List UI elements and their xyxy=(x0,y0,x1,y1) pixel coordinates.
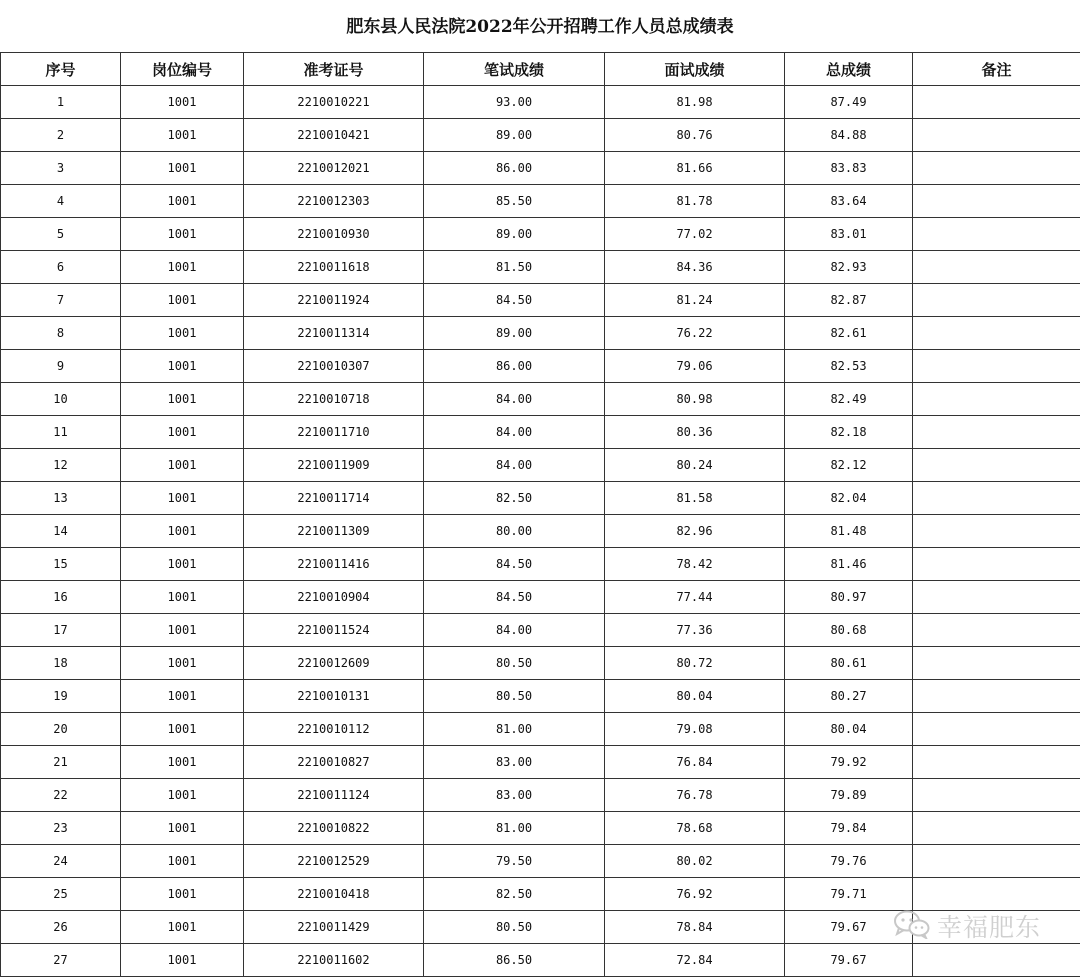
cell-exam-number: 2210010904 xyxy=(244,581,424,614)
cell-post-code: 1001 xyxy=(121,515,244,548)
cell-post-code: 1001 xyxy=(121,548,244,581)
column-header-post-code: 岗位编号 xyxy=(121,53,244,86)
cell-interview-score: 77.36 xyxy=(605,614,785,647)
cell-written-score: 84.50 xyxy=(424,548,605,581)
cell-remarks xyxy=(913,251,1080,284)
cell-written-score: 86.00 xyxy=(424,152,605,185)
cell-total-score: 82.53 xyxy=(785,350,913,383)
cell-post-code: 1001 xyxy=(121,713,244,746)
cell-exam-number: 2210011602 xyxy=(244,944,424,977)
cell-written-score: 84.00 xyxy=(424,449,605,482)
cell-interview-score: 81.24 xyxy=(605,284,785,317)
cell-total-score: 80.27 xyxy=(785,680,913,713)
table-row xyxy=(1,878,1080,911)
cell-exam-number: 2210010718 xyxy=(244,383,424,416)
table-row xyxy=(1,713,1080,746)
cell-written-score: 81.00 xyxy=(424,812,605,845)
cell-remarks xyxy=(913,614,1080,647)
cell-interview-score: 81.98 xyxy=(605,86,785,119)
cell-written-score: 82.50 xyxy=(424,878,605,911)
cell-interview-score: 80.04 xyxy=(605,680,785,713)
cell-remarks xyxy=(913,152,1080,185)
cell-post-code: 1001 xyxy=(121,581,244,614)
cell-remarks xyxy=(913,119,1080,152)
cell-remarks xyxy=(913,680,1080,713)
cell-post-code: 1001 xyxy=(121,482,244,515)
cell-seq: 5 xyxy=(1,218,121,251)
cell-exam-number: 2210011710 xyxy=(244,416,424,449)
cell-remarks xyxy=(913,878,1080,911)
cell-seq: 10 xyxy=(1,383,121,416)
cell-total-score: 82.49 xyxy=(785,383,913,416)
cell-remarks xyxy=(913,515,1080,548)
table-row xyxy=(1,614,1080,647)
cell-seq: 17 xyxy=(1,614,121,647)
cell-seq: 21 xyxy=(1,746,121,779)
cell-exam-number: 2210011714 xyxy=(244,482,424,515)
cell-exam-number: 2210011309 xyxy=(244,515,424,548)
cell-remarks xyxy=(913,416,1080,449)
table-row xyxy=(1,317,1080,350)
cell-written-score: 81.50 xyxy=(424,251,605,284)
cell-post-code: 1001 xyxy=(121,119,244,152)
cell-remarks xyxy=(913,812,1080,845)
cell-post-code: 1001 xyxy=(121,218,244,251)
cell-post-code: 1001 xyxy=(121,317,244,350)
cell-interview-score: 76.84 xyxy=(605,746,785,779)
cell-exam-number: 2210010307 xyxy=(244,350,424,383)
table-row xyxy=(1,218,1080,251)
cell-post-code: 1001 xyxy=(121,812,244,845)
cell-interview-score: 80.76 xyxy=(605,119,785,152)
table-row xyxy=(1,350,1080,383)
cell-total-score: 79.71 xyxy=(785,878,913,911)
cell-interview-score: 76.22 xyxy=(605,317,785,350)
cell-interview-score: 80.36 xyxy=(605,416,785,449)
cell-exam-number: 2210012529 xyxy=(244,845,424,878)
cell-total-score: 81.48 xyxy=(785,515,913,548)
table-row xyxy=(1,911,1080,944)
table-row xyxy=(1,152,1080,185)
cell-written-score: 89.00 xyxy=(424,317,605,350)
cell-remarks xyxy=(913,185,1080,218)
cell-written-score: 80.50 xyxy=(424,647,605,680)
column-header-total-score: 总成绩 xyxy=(785,53,913,86)
cell-interview-score: 80.02 xyxy=(605,845,785,878)
cell-seq: 6 xyxy=(1,251,121,284)
cell-exam-number: 2210010930 xyxy=(244,218,424,251)
cell-exam-number: 2210010822 xyxy=(244,812,424,845)
cell-written-score: 80.00 xyxy=(424,515,605,548)
cell-total-score: 79.67 xyxy=(785,911,913,944)
cell-seq: 25 xyxy=(1,878,121,911)
cell-total-score: 87.49 xyxy=(785,86,913,119)
cell-seq: 26 xyxy=(1,911,121,944)
cell-interview-score: 81.78 xyxy=(605,185,785,218)
cell-post-code: 1001 xyxy=(121,944,244,977)
cell-seq: 19 xyxy=(1,680,121,713)
cell-post-code: 1001 xyxy=(121,383,244,416)
cell-interview-score: 76.92 xyxy=(605,878,785,911)
cell-total-score: 83.01 xyxy=(785,218,913,251)
cell-remarks xyxy=(913,284,1080,317)
cell-written-score: 89.00 xyxy=(424,218,605,251)
cell-exam-number: 2210011416 xyxy=(244,548,424,581)
cell-exam-number: 2210011618 xyxy=(244,251,424,284)
cell-seq: 8 xyxy=(1,317,121,350)
cell-interview-score: 72.84 xyxy=(605,944,785,977)
cell-interview-score: 81.66 xyxy=(605,152,785,185)
column-header-interview-score: 面试成绩 xyxy=(605,53,785,86)
cell-written-score: 83.00 xyxy=(424,779,605,812)
cell-total-score: 81.46 xyxy=(785,548,913,581)
column-header-written-score: 笔试成绩 xyxy=(424,53,605,86)
cell-exam-number: 2210010131 xyxy=(244,680,424,713)
cell-interview-score: 81.58 xyxy=(605,482,785,515)
cell-seq: 27 xyxy=(1,944,121,977)
cell-exam-number: 2210012609 xyxy=(244,647,424,680)
cell-remarks xyxy=(913,218,1080,251)
cell-post-code: 1001 xyxy=(121,251,244,284)
watermark-text: 幸福肥东 xyxy=(937,913,1042,942)
cell-written-score: 80.50 xyxy=(424,680,605,713)
cell-seq: 1 xyxy=(1,86,121,119)
cell-interview-score: 79.08 xyxy=(605,713,785,746)
cell-exam-number: 2210010827 xyxy=(244,746,424,779)
cell-remarks xyxy=(913,86,1080,119)
cell-remarks xyxy=(913,449,1080,482)
cell-post-code: 1001 xyxy=(121,152,244,185)
cell-total-score: 80.68 xyxy=(785,614,913,647)
cell-seq: 9 xyxy=(1,350,121,383)
table-row xyxy=(1,680,1080,713)
table-row xyxy=(1,779,1080,812)
cell-post-code: 1001 xyxy=(121,86,244,119)
column-header-exam-number: 准考证号 xyxy=(244,53,424,86)
cell-seq: 23 xyxy=(1,812,121,845)
cell-exam-number: 2210010418 xyxy=(244,878,424,911)
cell-total-score: 82.93 xyxy=(785,251,913,284)
cell-written-score: 86.00 xyxy=(424,350,605,383)
cell-seq: 3 xyxy=(1,152,121,185)
cell-remarks xyxy=(913,581,1080,614)
table-row xyxy=(1,812,1080,845)
cell-total-score: 79.67 xyxy=(785,944,913,977)
cell-total-score: 83.83 xyxy=(785,152,913,185)
cell-seq: 15 xyxy=(1,548,121,581)
cell-written-score: 84.00 xyxy=(424,416,605,449)
table-row xyxy=(1,581,1080,614)
cell-remarks xyxy=(913,317,1080,350)
table-row xyxy=(1,416,1080,449)
cell-post-code: 1001 xyxy=(121,614,244,647)
table-header-row xyxy=(1,53,1080,86)
cell-post-code: 1001 xyxy=(121,647,244,680)
cell-written-score: 86.50 xyxy=(424,944,605,977)
table-row xyxy=(1,482,1080,515)
cell-remarks xyxy=(913,647,1080,680)
table-row xyxy=(1,944,1080,977)
table-row xyxy=(1,647,1080,680)
cell-total-score: 82.18 xyxy=(785,416,913,449)
cell-remarks xyxy=(913,482,1080,515)
cell-exam-number: 2210010112 xyxy=(244,713,424,746)
cell-remarks xyxy=(913,944,1080,977)
cell-seq: 24 xyxy=(1,845,121,878)
cell-post-code: 1001 xyxy=(121,416,244,449)
cell-written-score: 84.50 xyxy=(424,284,605,317)
cell-post-code: 1001 xyxy=(121,779,244,812)
cell-written-score: 93.00 xyxy=(424,86,605,119)
cell-interview-score: 79.06 xyxy=(605,350,785,383)
cell-post-code: 1001 xyxy=(121,680,244,713)
table-row xyxy=(1,383,1080,416)
cell-total-score: 80.04 xyxy=(785,713,913,746)
cell-remarks xyxy=(913,713,1080,746)
table-row xyxy=(1,845,1080,878)
cell-exam-number: 2210011524 xyxy=(244,614,424,647)
cell-written-score: 80.50 xyxy=(424,911,605,944)
cell-seq: 14 xyxy=(1,515,121,548)
cell-exam-number: 2210010421 xyxy=(244,119,424,152)
cell-post-code: 1001 xyxy=(121,845,244,878)
cell-post-code: 1001 xyxy=(121,449,244,482)
cell-seq: 4 xyxy=(1,185,121,218)
table-row xyxy=(1,86,1080,119)
cell-written-score: 81.00 xyxy=(424,713,605,746)
table-row xyxy=(1,251,1080,284)
cell-remarks xyxy=(913,350,1080,383)
score-table xyxy=(0,52,1080,977)
table-row xyxy=(1,449,1080,482)
cell-total-score: 80.61 xyxy=(785,647,913,680)
cell-exam-number: 2210011429 xyxy=(244,911,424,944)
cell-interview-score: 80.24 xyxy=(605,449,785,482)
column-header-remarks: 备注 xyxy=(913,53,1080,86)
cell-total-score: 79.76 xyxy=(785,845,913,878)
cell-seq: 7 xyxy=(1,284,121,317)
cell-total-score: 82.87 xyxy=(785,284,913,317)
cell-exam-number: 2210011909 xyxy=(244,449,424,482)
cell-interview-score: 80.72 xyxy=(605,647,785,680)
cell-interview-score: 76.78 xyxy=(605,779,785,812)
cell-interview-score: 78.84 xyxy=(605,911,785,944)
cell-total-score: 79.84 xyxy=(785,812,913,845)
cell-written-score: 89.00 xyxy=(424,119,605,152)
cell-written-score: 85.50 xyxy=(424,185,605,218)
cell-remarks xyxy=(913,746,1080,779)
cell-total-score: 84.88 xyxy=(785,119,913,152)
cell-seq: 11 xyxy=(1,416,121,449)
cell-post-code: 1001 xyxy=(121,350,244,383)
cell-remarks xyxy=(913,548,1080,581)
cell-seq: 16 xyxy=(1,581,121,614)
cell-seq: 13 xyxy=(1,482,121,515)
cell-exam-number: 2210011124 xyxy=(244,779,424,812)
cell-post-code: 1001 xyxy=(121,911,244,944)
page-title: 肥东县人民法院2022年公开招聘工作人员总成绩表 xyxy=(346,17,734,37)
table-left-edge xyxy=(0,52,1,977)
column-header-seq: 序号 xyxy=(1,53,121,86)
table-row xyxy=(1,284,1080,317)
table-row xyxy=(1,119,1080,152)
cell-written-score: 84.50 xyxy=(424,581,605,614)
cell-interview-score: 80.98 xyxy=(605,383,785,416)
cell-interview-score: 77.02 xyxy=(605,218,785,251)
cell-total-score: 83.64 xyxy=(785,185,913,218)
cell-interview-score: 77.44 xyxy=(605,581,785,614)
cell-remarks xyxy=(913,845,1080,878)
cell-total-score: 79.92 xyxy=(785,746,913,779)
cell-seq: 18 xyxy=(1,647,121,680)
cell-total-score: 80.97 xyxy=(785,581,913,614)
cell-exam-number: 2210011314 xyxy=(244,317,424,350)
cell-written-score: 79.50 xyxy=(424,845,605,878)
cell-written-score: 84.00 xyxy=(424,614,605,647)
cell-interview-score: 78.68 xyxy=(605,812,785,845)
cell-interview-score: 82.96 xyxy=(605,515,785,548)
cell-remarks xyxy=(913,779,1080,812)
cell-interview-score: 78.42 xyxy=(605,548,785,581)
cell-post-code: 1001 xyxy=(121,878,244,911)
cell-post-code: 1001 xyxy=(121,284,244,317)
cell-seq: 22 xyxy=(1,779,121,812)
cell-remarks xyxy=(913,911,1080,944)
cell-written-score: 82.50 xyxy=(424,482,605,515)
cell-interview-score: 84.36 xyxy=(605,251,785,284)
cell-total-score: 82.61 xyxy=(785,317,913,350)
table-row xyxy=(1,185,1080,218)
cell-exam-number: 2210012303 xyxy=(244,185,424,218)
table-body xyxy=(1,86,1080,977)
cell-exam-number: 2210011924 xyxy=(244,284,424,317)
cell-total-score: 82.04 xyxy=(785,482,913,515)
cell-written-score: 83.00 xyxy=(424,746,605,779)
cell-post-code: 1001 xyxy=(121,746,244,779)
table-row xyxy=(1,515,1080,548)
cell-exam-number: 2210012021 xyxy=(244,152,424,185)
cell-total-score: 79.89 xyxy=(785,779,913,812)
table-row xyxy=(1,548,1080,581)
cell-seq: 20 xyxy=(1,713,121,746)
cell-total-score: 82.12 xyxy=(785,449,913,482)
table-row xyxy=(1,746,1080,779)
cell-seq: 12 xyxy=(1,449,121,482)
cell-remarks xyxy=(913,383,1080,416)
cell-exam-number: 2210010221 xyxy=(244,86,424,119)
cell-seq: 2 xyxy=(1,119,121,152)
cell-written-score: 84.00 xyxy=(424,383,605,416)
cell-post-code: 1001 xyxy=(121,185,244,218)
